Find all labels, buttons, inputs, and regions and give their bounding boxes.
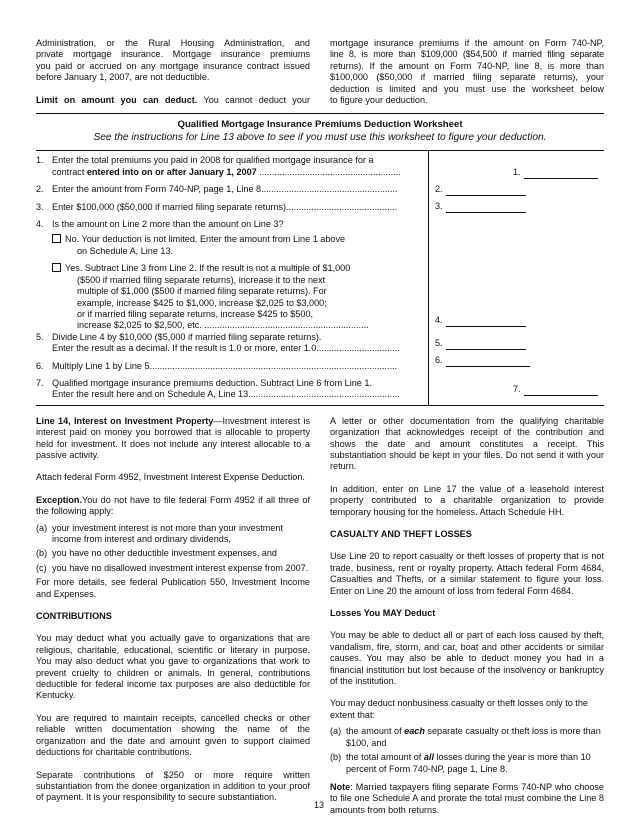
line-1-dots: ........................................................ <box>256 166 401 177</box>
line-number: 7. <box>36 377 44 388</box>
worksheet-line-4 <box>36 219 428 332</box>
worksheet-line-1 <box>36 155 428 178</box>
answer-label: 4. <box>435 315 443 326</box>
line-7-text-2: Enter the result here and on Schedule A, Line 13............................................................ <box>52 389 400 400</box>
casualty-heading: CASUALTY AND THEFT LOSSES <box>330 529 472 539</box>
option-yes-text-4: example, increase $425 to $1,000, increase $2,025 to $3,000; <box>77 297 327 308</box>
option-yes-text-3: multiple of $1,000 ($500 if married filing separate returns). For <box>77 286 327 297</box>
limit-paragraph <box>36 95 310 106</box>
answer-2 <box>435 184 526 195</box>
line-1-text-2 <box>52 167 428 178</box>
answer-2-field[interactable] <box>446 186 526 196</box>
worksheet-body <box>36 151 604 404</box>
top-right-column <box>330 38 604 106</box>
answer-label: 2. <box>435 184 443 195</box>
top-right-line: mortgage insurance premiums if the amount on Form 740-NP, <box>330 38 604 48</box>
line-5-text-2: Enter the result as a decimal. If the result is 1.0 or more, enter 1.0................................. <box>52 343 400 354</box>
option-yes-text-6: increase $2,025 to $2,500, etc. ................................................................. <box>77 320 369 331</box>
top-left-line: before January 1, 2007, are not deductible. <box>36 72 210 83</box>
item-emphasis: each <box>404 726 425 737</box>
option-yes-text-2: ($500 if married filing separate returns), increase it to the next <box>77 274 326 285</box>
answer-label: 6. <box>435 355 443 366</box>
worksheet-line-7 <box>36 378 428 401</box>
option-yes-text-5: or if married filing separate returns, increase $425 to $500, <box>77 308 314 319</box>
worksheet-subtitle: See the instructions for Line 13 above to see if you must use this worksheet to figure your deduction. <box>93 132 547 144</box>
page-content <box>36 38 604 816</box>
loss-item-a <box>330 726 604 749</box>
more-details-paragraph: For more details, see federal Publication 550, Investment Income and Expenses. <box>36 577 310 599</box>
worksheet-line-5 <box>36 332 428 355</box>
option-yes-text: Yes. Subtract Line 3 from Line 2. If the result is not a multiple of $1,000 <box>65 263 351 274</box>
exception-paragraph <box>36 495 310 518</box>
losses-paragraph-2: You may deduct nonbusiness casualty or theft losses only to the extent that: <box>330 698 588 720</box>
exception-item-b <box>36 548 310 559</box>
answer-label: 3. <box>435 201 443 212</box>
top-right-line: line 8, is more than $109,000 ($54,500 if married filing separate <box>330 49 604 60</box>
option-no-text: No. Your deduction is not limited. Enter the amount from Line 1 above <box>65 234 346 245</box>
receipt-paragraph: A letter or other documentation from the qualifying charitable organization that acknowledges receipt of the contribution and shows the date and amount constitutes a receipt. This substantiation should be kept in your files. Do not send it with your return. <box>330 415 604 472</box>
item-text: you have no other deductible investment expenses, and <box>52 548 277 559</box>
worksheet-line-6 <box>36 361 428 372</box>
contributions-heading: CONTRIBUTIONS <box>36 611 112 622</box>
contributions-paragraph-3: Separate contributions of $250 or more require written substantiation from the donee organization in addition to your proof of payment. It is your responsibility to secure substantiation. <box>36 769 310 803</box>
line-5-text: Divide Line 4 by $10,000 ($5,000 if married filing separate returns). <box>52 331 322 342</box>
top-left-line: you paid or accrued on any mortgage insurance contract issued <box>36 60 310 71</box>
worksheet-answer-column <box>429 151 604 404</box>
answer-1 <box>513 167 598 178</box>
contributions-paragraph-2: You are required to maintain receipts, cancelled checks or other reliable written documentation showing the name of the organization and the date and amount given to support claimed deductions for charitable contributions. <box>36 712 310 758</box>
worksheet-title: Qualified Mortgage Insurance Premiums Deduction Worksheet <box>177 119 463 131</box>
limit-heading: Limit on amount you can deduct. <box>36 94 198 105</box>
item-text: losses during the year is more than 10 percent of Form 740-NP, page 1, Line 8. <box>346 752 591 774</box>
line-1-text: Enter the total premiums you paid in 2008 for qualified mortgage insurance for a <box>52 155 374 166</box>
answer-label: 1. <box>513 167 521 178</box>
line-6-text: Multiply Line 1 by Line 5.................................................................................................. <box>52 360 398 371</box>
item-text: your investment interest is not more than your investment income from interest and ordinary dividends, <box>52 522 283 544</box>
line-7-text: Qualified mortgage insurance premiums deduction. Subtract Line 6 from Line 1. <box>52 377 372 388</box>
line-number: 1. <box>36 155 44 166</box>
answer-7-field[interactable] <box>524 386 598 396</box>
answer-6-field[interactable] <box>446 357 530 367</box>
top-right-line: returns). If the amount on Form 740-NP, line 8, is more than <box>330 60 604 71</box>
line-4-text: Is the amount on Line 2 more than the amount on Line 3? <box>52 219 284 230</box>
line-2-text: Enter the amount from Form 740-NP, page 1, Line 8...................................................... <box>52 184 398 195</box>
option-no-text-2: on Schedule A, Line 13. <box>77 245 174 256</box>
line-1-bold: entered into on or after January 1, 2007 <box>86 166 257 177</box>
answer-5 <box>435 338 526 349</box>
item-label: (a) <box>36 522 48 533</box>
note-text: : Married taxpayers filing separate Forms 740-NP who choose to file one Schedule A and prorate the total must combine the Line 8 amounts from both returns. <box>330 781 604 815</box>
item-emphasis: all <box>423 752 434 763</box>
bottom-left-column <box>36 416 310 816</box>
item-text: you have no disallowed investment interest expense from 2007. <box>52 562 309 573</box>
exception-item-c <box>36 563 310 574</box>
answer-5-field[interactable] <box>446 340 526 350</box>
contributions-paragraph-1: You may deduct what you actually gave to organizations that are religious, charitable, educational, scientific or literary in purpose. You may also deduct what you gave to organizations that work to prevent cruelty to children or animals. In general, contributions deductible for federal income tax purposes are also deductible for Kentucky. <box>36 633 310 701</box>
top-left-line: private mortgage insurance. Mortgage insurance premiums <box>36 49 310 60</box>
limit-text: You cannot deduct your <box>197 94 310 105</box>
loss-item-b <box>330 752 604 775</box>
line-14-text: —Investment interest is interest paid on money you borrowed that is allocable to property held for investment. It does not include any interest allocable to a passive activity. <box>36 415 311 460</box>
line-number: 6. <box>36 360 44 371</box>
worksheet <box>36 113 604 405</box>
answer-3-field[interactable] <box>446 203 526 213</box>
worksheet-header <box>36 114 604 151</box>
top-left-line: Administration, or the Rural Housing Administration, and <box>36 38 310 48</box>
bottom-section <box>36 416 604 816</box>
line-number: 4. <box>36 219 44 230</box>
item-label: (b) <box>36 548 48 559</box>
losses-may-deduct-heading: Losses You MAY Deduct <box>330 608 436 619</box>
bottom-right-column <box>330 416 604 816</box>
answer-7 <box>513 384 598 395</box>
item-label: (a) <box>330 726 342 737</box>
answer-label: 5. <box>435 338 443 349</box>
worksheet-line-3 <box>36 202 428 213</box>
answer-4 <box>435 315 526 326</box>
exception-heading: Exception. <box>36 494 82 505</box>
item-text: the total amount of <box>346 752 424 763</box>
exception-item-a <box>36 523 310 546</box>
top-right-line: to figure your deduction. <box>330 95 428 106</box>
line-14-paragraph <box>36 416 310 462</box>
answer-label: 7. <box>513 384 521 395</box>
line-number: 5. <box>36 331 44 342</box>
top-right-line: $100,000 ($50,000 if married filing separate returns), your <box>330 72 604 83</box>
casualty-paragraph: Use Line 20 to report casualty or theft losses of property that is not trade, business, rent or royalty property. Attach federal Form 4684, Casualties and Thefts, or a similar statement to figure your loss. Enter on Line 20 the amount of loss from federal Form 4684. <box>330 551 604 596</box>
top-left-column <box>36 38 310 106</box>
line-number: 2. <box>36 184 44 195</box>
item-label: (b) <box>330 752 342 763</box>
answer-3 <box>435 201 526 212</box>
top-section <box>36 38 604 106</box>
attach-paragraph: Attach federal Form 4952, Investment Interest Expense Deduction. <box>36 472 305 483</box>
answer-6 <box>435 355 530 366</box>
page-number: 13 <box>313 800 325 810</box>
option-yes <box>52 263 428 274</box>
line-3-text: Enter $100,000 ($50,000 if married filing separate returns)............................................ <box>52 201 398 212</box>
answer-4-field[interactable] <box>446 317 526 327</box>
item-text: separate casualty or theft loss is more than $100, and <box>346 726 601 748</box>
yes-checkbox[interactable] <box>52 263 61 272</box>
losses-paragraph-1: You may be able to deduct all or part of each loss caused by theft, vandalism, fire, storm, and car, boat and other accidents or similar causes. You may also be able to deduct money you had in a financial institution but lost because of the insolvency or bankruptcy of the institution. <box>330 630 604 687</box>
leasehold-paragraph: In addition, enter on Line 17 the value of a leasehold interest property contributed to a charitable organization to provide temporary housing for the homeless. Attach Schedule HH. <box>330 483 604 517</box>
item-label: (c) <box>36 562 47 573</box>
worksheet-lines <box>36 151 429 404</box>
answer-1-field[interactable] <box>524 169 598 179</box>
line-1-pre: contract <box>52 166 87 177</box>
no-checkbox[interactable] <box>52 234 61 243</box>
exception-text: You do not have to file federal Form 4952 if all three of the following apply: <box>36 494 310 517</box>
item-text: the amount of <box>346 726 405 737</box>
line-14-heading: Line 14, Interest on Investment Property <box>36 415 214 426</box>
worksheet-line-2 <box>36 184 428 195</box>
top-right-line: deduction is limited and you must use the worksheet below <box>330 83 604 94</box>
option-no <box>52 234 428 245</box>
line-number: 3. <box>36 201 44 212</box>
note-heading: Note <box>330 781 351 792</box>
